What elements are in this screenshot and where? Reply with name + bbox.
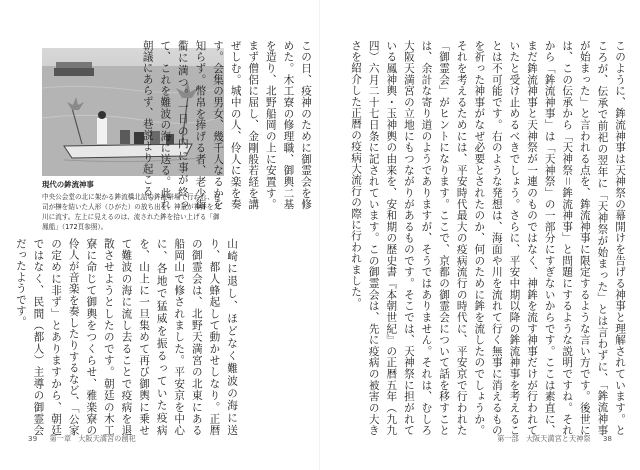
left-page-quote-text: この日、疫神のために御霊会を修めた。木工寮の修理職、御輿二基を造り、北野船岡の上に安置す。まず僧侶に屈し、金剛般若経を講ぜしむ。城中の人、伶人に楽を奏す。会集の男女、幾千人なるかを知らず。幣帛を捧げる者、老少街衢に満つ。一日の内に事が終って、これを難波の海に送る。此れ朝議にあらず、巷説より起こる。 [141,40,312,210]
right-page-number: 38 [602,434,612,443]
left-page-number: 39 [28,434,38,443]
caption-text: 中央公会堂の北に架かる鉾流橋北詰の鉾流祭場で行われ、宮司が榊を結いた人形（ひがた）の放ち出を、神童が神鉾を大川に流す。左上に見えるのは、流された鉾を拾い上げる「御鳳船」（172頁参照）。 [42,193,221,231]
caption-title: 現代の鉾流神事 [42,180,94,189]
right-folio [497,434,612,444]
left-folio [28,434,136,444]
book-gutter [319,0,320,470]
right-running-head: 第一部 大阪天満宮と天神祭 [497,434,591,443]
left-running-head: 第一章 大阪天満宮の創祀 [49,434,136,443]
right-page-body-text: このように、鉾流神事は天神祭の幕開けを告げる神事と理解されています。ところが、伝承で前祀の翌年に「天神祭が始まった」とは言わずに、「鉾流神事が始まった」と言われる点を、鉾流神事に限定するような言い方です。後世には、この伝承から「天神祭＝鉾流神事」と問題にするような説明ですね。それから「鉾流神事」は「天神祭」の一部分にすぎないからです。ここは素直に、まだ鉾流神事と天神祭が一連のものではなく、神鉾を流す神事だけが行われていたと受け止めるべきでしょう。さらに、平安中期以降の鉾流神事を考えることは不可能です。右のような発想は、海面や川を流れて行く無事に消えるものを祈った神事がなぜ必要とされたのか、何のために鉾を流したのでしょうか。それを考えるためには、平安時代最大の疫病流行の時代に、平安京で行われた「御霊会」がヒントになります。ここで、京都の御霊会について話を移すことは、余計な寄り道のようでありますが、そうではありません。それは、むしろ大阪天満宮の立地にもつながりがあるものです。そこでは、天神祭に担がれている鳳神輿・玉神輿の由来を、安和期の歴史書『本朝世紀』の正暦五年（九九四）六月二十七日条に記されています。この御霊会は、先に疫病の被害の大きさを紹介した正暦の疫病大流行の際に行われました。 [350,40,626,436]
left-page-body-text: 山崎に退し、ほどなく難波の海に送り、都人蜂起して動かせしなり。正暦の御霊会は、北野天満宮の北東にある船岡山で修されました。平安京を中心に、各地で猛威を振るっていた疫病を、山上に一旦集めて再び御輿に乗せて難波の海に流し去ることで疫病を退散させようとしたのです。朝廷の木工寮に命じて御輿をつくらせ、雅楽寮の伶人が音楽を奏したりするなど、「公家の定めに非ず」とありますから、朝廷ではなく、民間（都人）主導の御霊会だったようです。 [14,238,238,436]
